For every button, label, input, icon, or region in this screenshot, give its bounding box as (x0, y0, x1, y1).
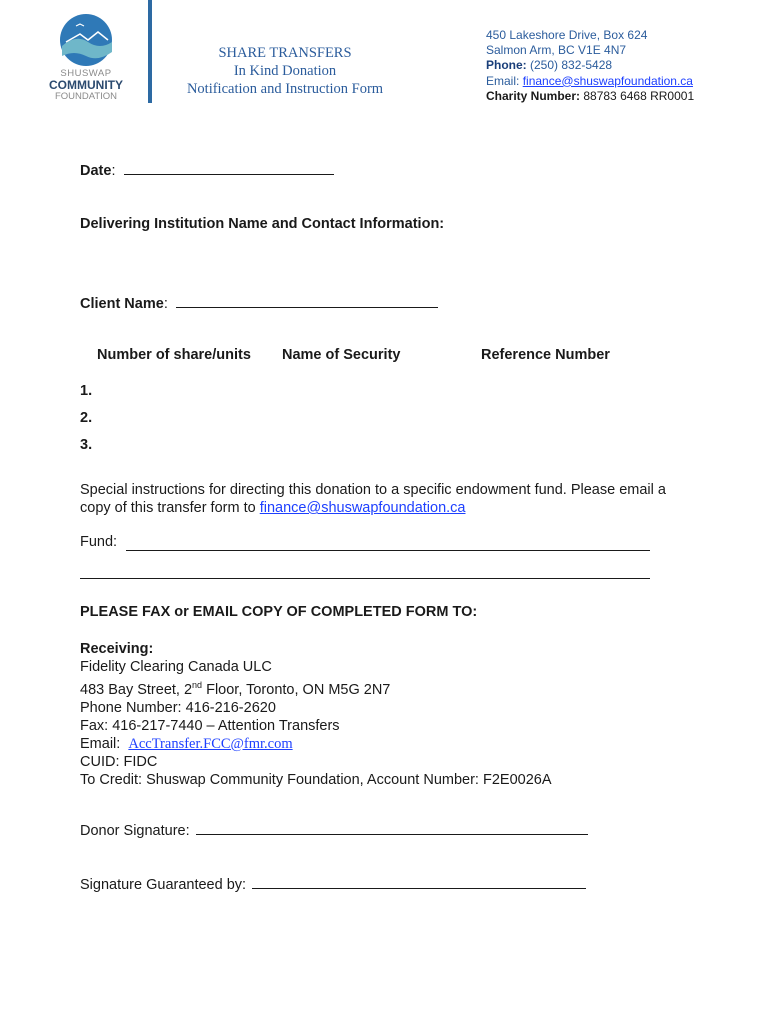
receiving-credit: To Credit: Shuswap Community Foundation, Account Number: F2E0026A (80, 771, 552, 788)
address-post: Floor, Toronto, ON M5G 2N7 (202, 681, 391, 698)
receiving-email-link[interactable]: AccTransfer.FCC@fmr.com (128, 735, 293, 752)
column-header-units: Number of share/units (97, 347, 251, 363)
charity-value: 88783 6468 RR0001 (583, 88, 695, 103)
receiving-address (80, 676, 720, 699)
special-line-1: Special instructions for directing this donation to a specific endowment fund. Please email a (80, 482, 666, 498)
phone-line (486, 58, 694, 73)
donor-signature-row (80, 820, 588, 839)
special-instructions (80, 481, 720, 517)
fund-field-line-2[interactable] (80, 578, 650, 579)
form-subtitle-1: In Kind Donation (233, 63, 337, 79)
phone-value: (250) 832-5428 (530, 58, 613, 73)
receiving-phone: Phone Number: 416-216-2620 (80, 699, 276, 716)
foundation-logo (36, 12, 136, 102)
address-sup: nd (192, 680, 203, 690)
form-title-block (160, 44, 410, 98)
email-label: Email: (486, 73, 520, 88)
form-title: SHARE TRANSFERS (218, 45, 352, 61)
row-number-3: 3. (80, 437, 93, 453)
guarantee-signature-field[interactable] (252, 874, 586, 889)
client-row (80, 293, 438, 312)
date-label: Date (80, 163, 112, 179)
client-label: Client Name (80, 296, 164, 312)
email-line (486, 74, 694, 89)
receiving-block (80, 640, 720, 789)
row-number-2: 2. (80, 410, 93, 426)
column-header-security: Name of Security (282, 347, 401, 363)
guarantee-signature-row (80, 874, 586, 893)
column-header-reference: Reference Number (481, 347, 610, 363)
donor-signature-label: Donor Signature: (80, 823, 190, 839)
receiving-label: Receiving: (80, 641, 154, 657)
fund-field-line-1[interactable] (126, 550, 650, 551)
address-line-2: Salmon Arm, BC V1E 4N7 (486, 43, 627, 58)
receiving-cuid: CUID: FIDC (80, 753, 158, 770)
logo-line-1: SHUSWAP (60, 68, 112, 79)
fax-heading: PLEASE FAX or EMAIL COPY OF COMPLETED FORM TO: (80, 604, 478, 620)
donor-signature-field[interactable] (196, 820, 588, 835)
header-divider (148, 0, 152, 103)
row-number-1: 1. (80, 383, 93, 399)
client-colon: : (163, 296, 168, 312)
logo-line-3: FOUNDATION (54, 91, 118, 102)
address-pre: 483 Bay Street, 2 (80, 681, 193, 698)
date-field[interactable] (124, 160, 334, 175)
fund-label: Fund: (80, 534, 118, 550)
address-line-1: 450 Lakeshore Drive, Box 624 (486, 28, 648, 42)
receiving-fax: Fax: 416-217-7440 – Attention Transfers (80, 717, 340, 734)
institution-label: Delivering Institution Name and Contact Information: (80, 216, 445, 232)
date-row (80, 160, 334, 179)
receiving-email-row (80, 735, 720, 753)
special-line-2-prefix: copy of this transfer form to (80, 500, 260, 516)
contact-block (486, 28, 694, 104)
special-line-2 (80, 499, 720, 517)
phone-label: Phone: (486, 58, 527, 73)
special-email-link[interactable]: finance@shuswapfoundation.ca (259, 500, 466, 516)
date-colon: : (111, 163, 116, 179)
charity-line (486, 89, 694, 104)
institution-field[interactable] (80, 236, 680, 286)
header-email-link[interactable]: finance@shuswapfoundation.ca (522, 73, 693, 88)
receiving-email-label: Email: (80, 735, 121, 752)
receiving-company: Fidelity Clearing Canada ULC (80, 659, 272, 675)
logo-line-2: COMMUNITY (49, 78, 123, 92)
charity-label: Charity Number: (486, 88, 581, 103)
form-subtitle-2: Notification and Instruction Form (186, 81, 384, 97)
client-name-field[interactable] (176, 293, 438, 308)
guarantee-signature-label: Signature Guaranteed by: (80, 877, 247, 893)
